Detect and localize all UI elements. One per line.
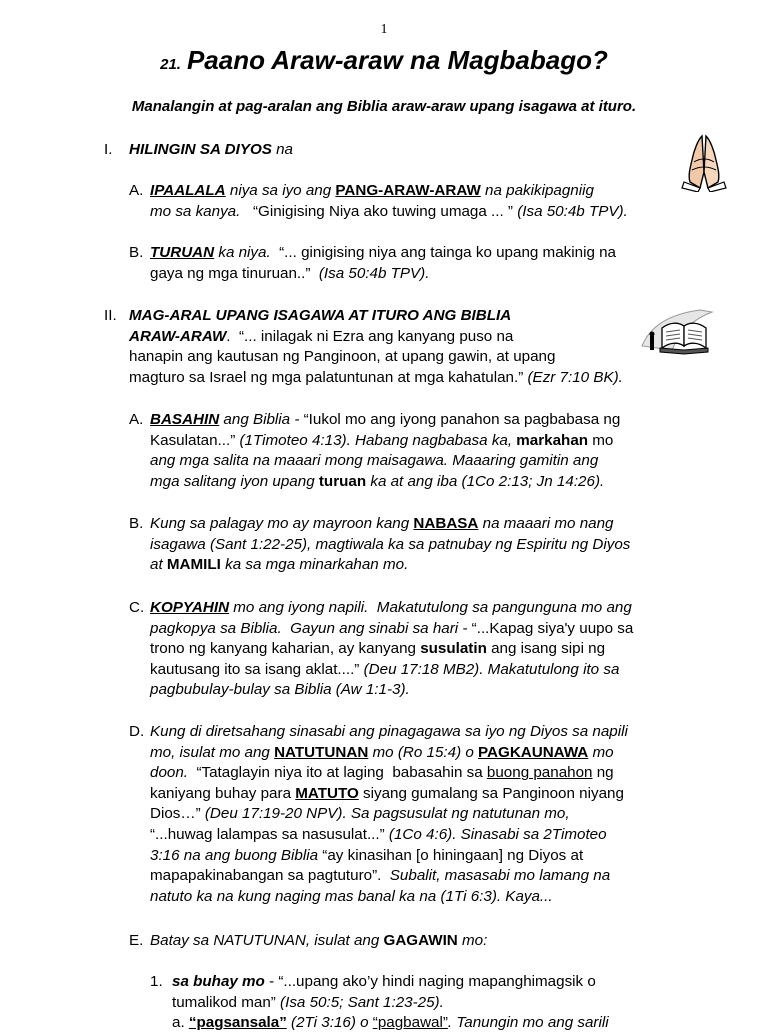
subtitle: Manalangin at pag-aralan ang Biblia araw-araw upang isagawa at ituro. bbox=[131, 98, 637, 115]
section-1-label: I. bbox=[104, 141, 113, 158]
item-2e-label: E. bbox=[129, 932, 144, 949]
item-2b-label: B. bbox=[129, 515, 144, 532]
item-1b-label: B. bbox=[129, 244, 144, 261]
title-number: 21. bbox=[160, 56, 181, 73]
item-2a-label: A. bbox=[129, 411, 144, 428]
item-2e-text: Batay sa NATUTUNAN, isulat ang GAGAWIN mo: bbox=[150, 932, 488, 949]
item-2b-text: Kung sa palagay mo ay mayroon kang NABASA na maaari mo nang isagawa (Sant 1:22-25), magtiwala ka sa patnubay ng Espiritu ng Diyos at MAMILI ka sa mga minarkahan mo. bbox=[150, 515, 631, 574]
open-bible-icon bbox=[640, 306, 716, 358]
section-2-text: MAG-ARAL UPANG ISAGAWA AT ITURO ANG BIBLIA ARAW-ARAW. “... inilagak ni Ezra ang kanyang puso na hanapin ang kautusan ng Panginoon, at upang gawin, at upang magturo sa Israel ng mga palatuntunan at mga kahatulan.” (Ezr 7:10 BK). bbox=[129, 307, 623, 386]
item-1b-text: TURUAN ka niya. “... ginigising niya ang tainga ko upang makinig na gaya ng mga tinuruan..” (Isa 50:4b TPV). bbox=[150, 244, 617, 282]
section-1-heading: HILINGIN SA DIYOS na bbox=[129, 141, 294, 158]
item-1a-text: IPAALALA niya sa iyo ang PANG-ARAW-ARAW na pakikipagniig mo sa kanya. “Ginigising Niya ako tuwing umaga ... ” (Isa 50:4b TPV). bbox=[150, 182, 628, 220]
item-2c-label: C. bbox=[129, 599, 145, 616]
page-title bbox=[0, 42, 768, 83]
item-2c-text: KOPYAHIN mo ang iyong napili. Makatutulong sa pangunguna mo ang pagkopya sa Biblia. Gayun ang sinabi sa hari - “...Kapag siya'y uupo sa trono ng kanyang kaharian, ay kanyang susulatin ang isang sipi ng kautusang ito sa isang aklat....” (Deu 17:18 MB2). Makatutulong ito sa pagbubulay-bulay sa Biblia (Aw 1:1-3). bbox=[150, 599, 634, 699]
item-2d-label: D. bbox=[129, 723, 145, 740]
item-2a-text: BASAHIN ang Biblia - “Iukol mo ang iyong panahon sa pagbabasa ng Kasulatan...” (1Timoteo 4:13). Habang nagbabasa ka, markahan mo ang mga salita na maaari mong maisagawa. Maaaring gamitin ang mga salitang iyon upang turuan ka at ang iba (1Co 2:13; Jn 14:26). bbox=[150, 411, 621, 490]
page-number: 1 bbox=[380, 22, 388, 37]
section-2-label: II. bbox=[104, 307, 117, 324]
title-text: Paano Araw-araw na Magbabago? bbox=[186, 45, 608, 75]
praying-hands-icon bbox=[680, 132, 728, 192]
item-2d-text: Kung di diretsahang sinasabi ang pinagagawa sa iyo ng Diyos sa napili mo, isulat mo ang NATUTUNAN mo (Ro 15:4) o PAGKAUNAWA mo doon. “Tataglayin niya ito at laging babasahin sa buong panahon ng kaniyang buhay para MATUTO siyang gumalang sa Panginoon niyang Dios…” (Deu 17:19-20 NPV). Sa pagsusulat ng natutunan mo, “...huwag lalampas sa nasusulat...” (1Co 4:6). Sinasabi sa 2Timoteo 3:16 na ang buong Biblia “ay kinasihan [o hiningaan] ng Diyos at mapapakinabangan sa pagtuturo”. Subalit, masasabi mo lamang na natuto ka na kung naging mas banal ka na (1Ti 6:3). Kaya... bbox=[150, 723, 628, 905]
item-2e1-text: sa buhay mo - “...upang ako’y hindi naging mapanghimagsik o tumalikod man” (Isa 50:5; Sant 1:23-25). a. “pagsansala” (2Ti 3:16) o “pagbawal”. Tanungin mo ang sarili bbox=[172, 973, 609, 1032]
item-2e1-label: 1. bbox=[150, 973, 163, 990]
item-1a-label: A. bbox=[129, 182, 144, 199]
